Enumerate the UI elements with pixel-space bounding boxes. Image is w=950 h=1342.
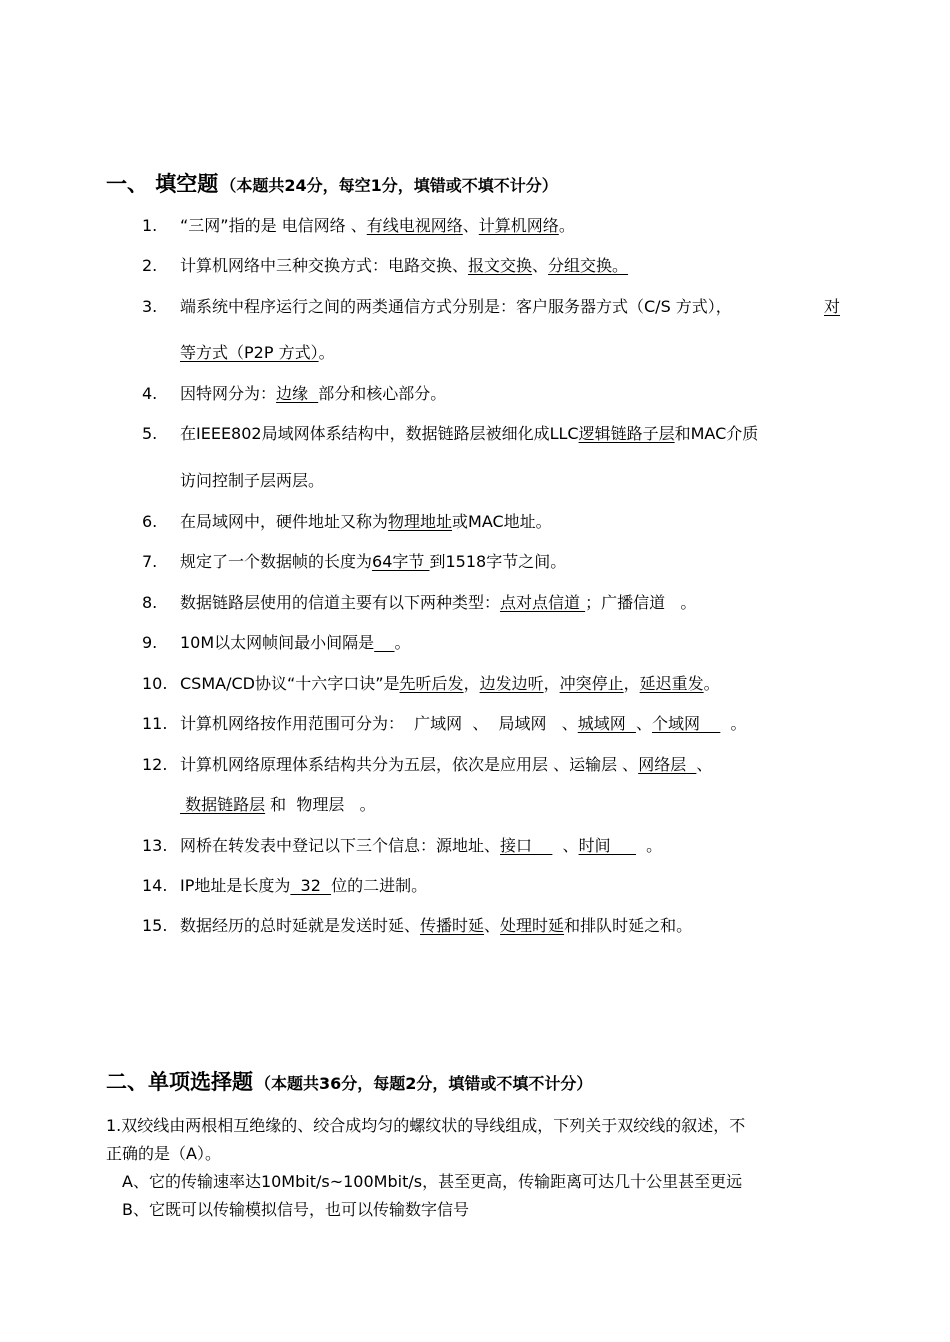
q12-part-a: 计算机网络原理体系结构共分为五层，依次是应用层 、运输层 、	[180, 755, 639, 774]
q7-part-c: 到1518字节之间。	[429, 552, 567, 571]
section2-heading	[106, 1068, 592, 1098]
q3-answer-start: 对	[823, 297, 840, 316]
q13-answer-2: 时间	[578, 836, 636, 855]
q2-answer-2: 分组交换。	[548, 256, 629, 275]
q6-answer: 物理地址	[388, 512, 453, 531]
q2-part-c: 、	[532, 256, 549, 275]
q10-sep-1: ，	[463, 674, 480, 693]
q15-text	[180, 914, 692, 938]
q3-part-d: 。	[318, 343, 335, 362]
q3-text-line1	[180, 295, 840, 319]
q13-text	[180, 834, 662, 858]
q11-part-a: 计算机网络按作用范围可分为： 广域网 、 局域网 、	[180, 714, 578, 733]
q10-answer-4: 延迟重发	[639, 674, 704, 693]
q8-part-c: ；广播信道 。	[585, 593, 697, 612]
q10-text	[180, 672, 720, 696]
q14-part-a: IP地址是长度为	[180, 876, 291, 895]
q11-answer-1: 城域网	[577, 714, 636, 733]
q3-text-line2	[180, 341, 335, 365]
q13-number: 13.	[142, 836, 168, 855]
q11-number: 11.	[142, 714, 168, 733]
q10-part-a: CSMA/CD协议“十六字口诀”是	[180, 674, 400, 693]
q9-text	[180, 631, 411, 655]
q2-text	[180, 254, 628, 278]
q5-answer: 逻辑链路子层	[578, 424, 675, 443]
q10-end: 。	[703, 674, 720, 693]
q4-part-c: 部分和核心部分。	[318, 384, 447, 403]
q9-blank	[374, 633, 394, 652]
q13-sep: 、	[552, 836, 579, 855]
section1-note: （本题共24分，每空1分，填错或不填不计分）	[220, 176, 558, 195]
s2-q1-line1: 1.双绞线由两根相互绝缘的、绞合成均匀的螺纹状的导线组成，下列关于双绞线的叙述，不	[106, 1116, 746, 1135]
q1-answer-1: 有线电视网络	[366, 216, 463, 235]
q6-number: 6.	[142, 512, 158, 531]
q12-end: 和 物理层 。	[265, 795, 376, 814]
q15-part-a: 数据经历的总时延就是发送时延、	[180, 916, 421, 935]
q15-answer-2: 处理时延	[500, 916, 565, 935]
q4-number: 4.	[142, 384, 158, 403]
q2-part-a: 计算机网络中三种交换方式：电路交换、	[180, 256, 469, 275]
q12-number: 12.	[142, 755, 168, 774]
q7-answer: 64字节	[372, 552, 430, 571]
q14-part-c: 位的二进制。	[331, 876, 428, 895]
q10-number: 10.	[142, 674, 168, 693]
s2-q1-option-a: A、它的传输速率达10Mbit/s~100Mbit/s，甚至更高，传输距离可达几十公里甚至更远	[122, 1172, 743, 1191]
q2-number: 2.	[142, 256, 158, 275]
q4-answer: 边缘	[276, 384, 319, 403]
q4-part-a: 因特网分为：	[180, 384, 277, 403]
q8-answer: 点对点信道	[500, 593, 586, 612]
q1-answer-2: 计算机网络	[478, 216, 559, 235]
q1-part-e: 。	[558, 216, 575, 235]
q5-number: 5.	[142, 424, 158, 443]
q12-sep: 、	[696, 755, 713, 774]
q6-part-c: 或MAC地址。	[452, 512, 552, 531]
section1-title: 一、 填空题	[106, 172, 219, 196]
q10-sep-3: ，	[623, 674, 640, 693]
section1-heading	[106, 170, 558, 200]
q5-text-line1	[180, 422, 758, 446]
q8-number: 8.	[142, 593, 158, 612]
q13-answer-1: 接口	[500, 836, 553, 855]
q13-end: 。	[636, 836, 663, 855]
q10-answer-3: 冲突停止	[559, 674, 624, 693]
q7-part-a: 规定了一个数据帧的长度为	[180, 552, 373, 571]
q7-number: 7.	[142, 552, 158, 571]
q5-part-d: 访问控制子层两层。	[180, 471, 325, 490]
q14-text	[180, 874, 427, 898]
section2-note: （本题共36分，每题2分，填错或不填不计分）	[255, 1074, 593, 1093]
q1-number: 1.	[142, 216, 158, 235]
q15-answer-1: 传播时延	[420, 916, 485, 935]
q8-text	[180, 591, 696, 615]
q1-part-c: 、	[462, 216, 479, 235]
s2-q1-line2: 正确的是（A）。	[106, 1144, 221, 1163]
q10-answer-1: 先听后发	[399, 674, 464, 693]
q2-answer-1: 报文交换	[468, 256, 533, 275]
q9-number: 9.	[142, 633, 158, 652]
q11-end: 。	[720, 714, 747, 733]
q4-text	[180, 382, 446, 406]
q3-answer-end: 等方式（P2P 方式）	[180, 343, 319, 362]
q12-answer-2: 数据链路层	[180, 795, 266, 814]
q10-sep-2: ，	[543, 674, 560, 693]
q1-part-a: “三网”指的是 电信网络 、	[180, 216, 367, 235]
q12-text-line2	[180, 793, 376, 817]
q10-answer-2: 边发边听	[479, 674, 544, 693]
q8-part-a: 数据链路层使用的信道主要有以下两种类型：	[180, 593, 501, 612]
q5-text-line2	[180, 469, 324, 493]
q13-part-a: 网桥在转发表中登记以下三个信息：源地址、	[180, 836, 501, 855]
q3-part-a: 端系统中程序运行之间的两类通信方式分别是：客户服务器方式（C/S 方式），	[180, 297, 732, 316]
q5-part-c: 和MAC介质	[674, 424, 759, 443]
q3-number: 3.	[142, 297, 158, 316]
q5-part-a: 在IEEE802局域网体系结构中，数据链路层被细化成LLC	[180, 424, 579, 443]
q12-text-line1	[180, 753, 712, 777]
q15-sep: 、	[484, 916, 501, 935]
q9-part-a: 10M以太网帧间最小间隔是	[180, 633, 375, 652]
q11-sep: 、	[635, 714, 652, 733]
q12-answer-1: 网络层	[638, 755, 697, 774]
q11-text	[180, 712, 747, 736]
q14-answer: 32	[290, 876, 332, 895]
q1-text	[180, 214, 575, 238]
q7-text	[180, 550, 566, 574]
q15-end: 和排队时延之和。	[564, 916, 693, 935]
q6-text	[180, 510, 552, 534]
q6-part-a: 在局域网中，硬件地址又称为	[180, 512, 389, 531]
q9-part-c: 。	[394, 633, 411, 652]
q14-number: 14.	[142, 876, 168, 895]
q11-answer-2: 个域网	[651, 714, 721, 733]
section2-title: 二、单项选择题	[106, 1070, 253, 1094]
q15-number: 15.	[142, 916, 168, 935]
s2-q1-option-b: B、它既可以传输模拟信号，也可以传输数字信号	[122, 1200, 469, 1219]
